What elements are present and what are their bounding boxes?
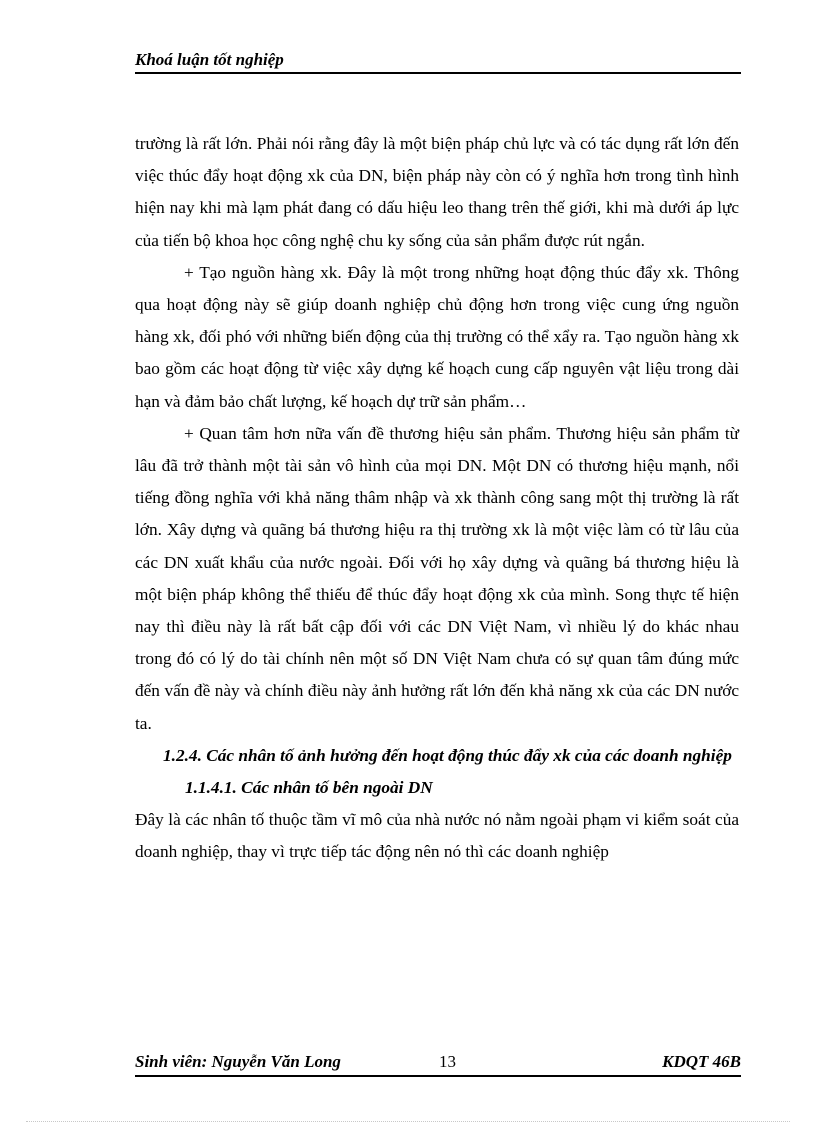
paragraph-external-factors: Đây là các nhân tố thuộc tầm vĩ mô của nhà nước nó nằm ngoài phạm vi kiểm soát của doanh nghiệp, thay vì trực tiếp tác động nên nó thì các doanh nghiệp bbox=[135, 810, 739, 862]
paragraph-market-importance: trường là rất lớn. Phải nói rằng đây là một biện pháp chủ lực và có tác dụng rất lớn đến việc thúc đẩy hoạt động xk của DN, biện pháp này còn có ý nghĩa hơn trong tình hình hiện nay khi mà lạm phát đang có dấu hiệu leo thang trên thế giới, khi mà dưới áp lực của tiến bộ khoa học công nghệ chu ky sống của sản phẩm được rút ngắn. bbox=[135, 134, 739, 250]
footer-page-number: 13 bbox=[439, 1052, 456, 1071]
page-bottom-edge bbox=[26, 1121, 790, 1122]
page-header bbox=[135, 48, 741, 74]
subsection-heading-1-1-4-1: 1.1.4.1. Các nhân tố bên ngoài DN bbox=[185, 778, 433, 798]
document-body bbox=[135, 128, 739, 869]
paragraph-export-source: + Tạo nguồn hàng xk. Đây là một trong những hoạt động thúc đẩy xk. Thông qua hoạt động này sẽ giúp doanh nghiệp chủ động hơn trong việc cung ứng nguồn hàng xk, đối phó với những biến động của thị trường có thể xẩy ra. Tạo nguồn hàng xk bao gồm các hoạt động từ việc xây dựng kế hoạch cung cấp nguyên vật liệu trong dài hạn và đảm bảo chất lượng, kế hoạch dự trữ sản phẩm… bbox=[135, 262, 739, 411]
footer-class-code: KDQT 46B bbox=[662, 1052, 741, 1071]
paragraph-brand: + Quan tâm hơn nữa vấn đề thương hiệu sản phẩm. Thương hiệu sản phẩm từ lâu đã trở thành một tài sản vô hình của mọi DN. Một DN có thương hiệu mạnh, nổi tiếng đồng nghĩa với khả năng thâm nhập và xk thành công sang một thị trường là rất lớn. Xây dựng và quãng bá thương hiệu ra thị trường xk là một việc làm có từ lâu của các DN xuất khẩu của nước ngoài. Đối với họ xây dựng và quãng bá thương hiệu là một biện pháp không thể thiếu để thúc đẩy hoạt động xk của mình. Song thực tế hiện nay thì điều này là rất bất cập đối với các DN Việt Nam, vì nhiều lý do khác nhau trong đó có lý do tài chính nên một số DN Việt Nam chưa có sự quan tâm đúng mức đến vấn đề này và chính điều này ảnh hưởng rất lớn đến khả năng xk của các DN nước ta. bbox=[135, 423, 739, 733]
page-footer bbox=[135, 1049, 741, 1077]
section-heading-1-2-4: 1.2.4. Các nhân tố ảnh hưởng đến hoạt động thúc đẩy xk của các doanh nghiệp bbox=[163, 745, 732, 765]
thesis-header-title: Khoá luận tốt nghiệp bbox=[135, 50, 284, 69]
footer-student-name: Sinh viên: Nguyễn Văn Long bbox=[135, 1052, 341, 1071]
